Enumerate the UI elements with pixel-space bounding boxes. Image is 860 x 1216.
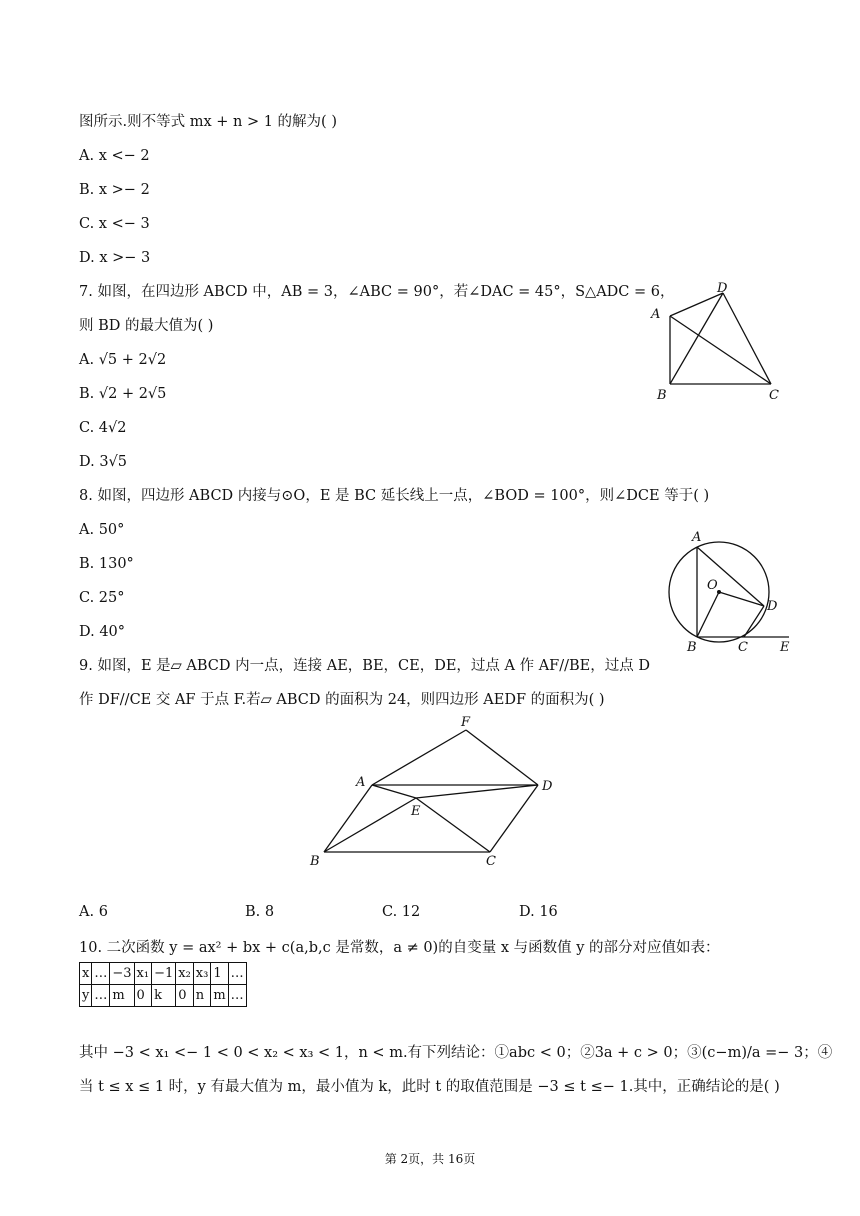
q9-stem-2: 作 DF//CE 交 AF 于点 F.若▱ ABCD 的面积为 24，则四边形 AEDF 的面积为( ) [79, 692, 605, 708]
q7-label-d: D [717, 281, 728, 296]
q10-conclusion-4: 当 t ≤ x ≤ 1 时，y 有最大值为 m，最小值为 k，此时 t 的取值范围是 −3 ≤ t ≤− 1.其中，正确结论的是( ) [79, 1079, 780, 1095]
table-cell: … [228, 963, 246, 985]
q9-segment-ec [416, 798, 490, 852]
q9-segment-af [372, 730, 466, 785]
q9-label-f: F [461, 715, 471, 730]
table-cell: y [80, 985, 92, 1007]
q7-stem-2: 则 BD 的最大值为( ) [79, 318, 214, 334]
q7-figure [645, 280, 795, 402]
q8-label-o: O [707, 578, 718, 593]
q9-segment-fd [466, 730, 538, 785]
q8-label-a: A [692, 530, 702, 545]
q9-segment-be [324, 798, 416, 852]
q10-value-table [79, 962, 247, 1007]
table-cell: 0 [134, 985, 152, 1007]
q8-stem: 8. 如图，四边形 ABCD 内接与⊙O，E 是 BC 延长线上一点，∠BOD = 100°，则∠DCE 等于( ) [79, 488, 710, 504]
q9-label-a: A [356, 775, 366, 790]
q7-segment-ac [670, 316, 771, 384]
q8-figure [664, 528, 799, 656]
table-cell: m [110, 985, 134, 1007]
q9-segment-ae [372, 785, 416, 798]
q9-stem: 9. 如图，E 是▱ ABCD 内一点，连接 AE，BE，CE，DE，过点 A 作 AF//BE，过点 D [79, 658, 650, 674]
q7-stem: 7. 如图，在四边形 ABCD 中，AB = 3，∠ABC = 90°，若∠DAC = 45°，S△ADC = 6， [79, 284, 675, 300]
q8-label-e: E [780, 640, 790, 655]
q8-segment-od [719, 592, 764, 606]
q7-label-c: C [769, 388, 779, 402]
q7-option-d: D. 3√5 [79, 454, 128, 470]
q9-segment-ab [324, 785, 372, 852]
table-cell: m [211, 985, 228, 1007]
table-row [80, 985, 247, 1007]
q9-option-d: D. 16 [519, 904, 558, 920]
q7-option-c: C. 4√2 [79, 420, 127, 436]
table-row [80, 963, 247, 985]
table-cell: 0 [176, 985, 194, 1007]
q9-segment-ed [416, 785, 538, 798]
table-cell: n [193, 985, 211, 1007]
q7-option-a: A. √5 + 2√2 [79, 352, 167, 368]
q9-segment-dc [490, 785, 538, 852]
q9-label-c: C [486, 854, 496, 869]
table-cell: … [92, 963, 110, 985]
table-cell: x₂ [176, 963, 194, 985]
q8-option-b: B. 130° [79, 556, 134, 572]
q7-label-a: A [651, 307, 661, 322]
table-cell: x₃ [193, 963, 211, 985]
q9-option-c: C. 12 [382, 904, 421, 920]
q7-label-b: B [657, 388, 667, 402]
q6-option-d: D. x >− 3 [79, 250, 151, 266]
q9-label-e: E [411, 804, 421, 819]
q9-figure [300, 710, 570, 870]
q8-segment-ob [697, 592, 719, 637]
page-footer: 第 2页，共 16页 [384, 1152, 476, 1166]
table-cell: 1 [211, 963, 228, 985]
table-cell: … [92, 985, 110, 1007]
q10-conclusions: 其中 −3 < x₁ <− 1 < 0 < x₂ < x₃ < 1，n < m.有下列结论：①abc < 0；②3a + c > 0；③(c−m)/a =− 3；④ [79, 1045, 833, 1061]
q8-option-c: C. 25° [79, 590, 125, 606]
table-cell: x [80, 963, 92, 985]
table-cell: … [228, 985, 246, 1007]
q7-option-b: B. √2 + 2√5 [79, 386, 167, 402]
q9-label-b: B [310, 854, 320, 869]
table-cell: x₁ [134, 963, 152, 985]
table-cell: k [152, 985, 176, 1007]
q9-label-d: D [542, 779, 553, 794]
q7-segment-dc [723, 293, 771, 384]
q8-option-d: D. 40° [79, 624, 126, 640]
q9-option-b: B. 8 [245, 904, 275, 920]
q6-option-b: B. x >− 2 [79, 182, 150, 198]
q9-option-a: A. 6 [79, 904, 108, 920]
q8-label-c: C [738, 640, 748, 655]
q8-option-a: A. 50° [79, 522, 125, 538]
q6-option-c: C. x <− 3 [79, 216, 150, 232]
q6-stem: 图所示.则不等式 mx + n > 1 的解为( ) [79, 114, 337, 130]
q7-segment-bd [670, 293, 723, 384]
q8-segment-dc [744, 606, 764, 637]
q10-stem: 10. 二次函数 y = ax² + bx + c(a,b,c 是常数，a ≠ 0)的自变量 x 与函数值 y 的部分对应值如表： [79, 940, 720, 956]
table-cell: −1 [152, 963, 176, 985]
q8-label-d: D [767, 599, 778, 614]
q8-label-b: B [687, 640, 697, 655]
q7-segment-ad [670, 293, 723, 316]
table-cell: −3 [110, 963, 134, 985]
q6-option-a: A. x <− 2 [79, 148, 150, 164]
